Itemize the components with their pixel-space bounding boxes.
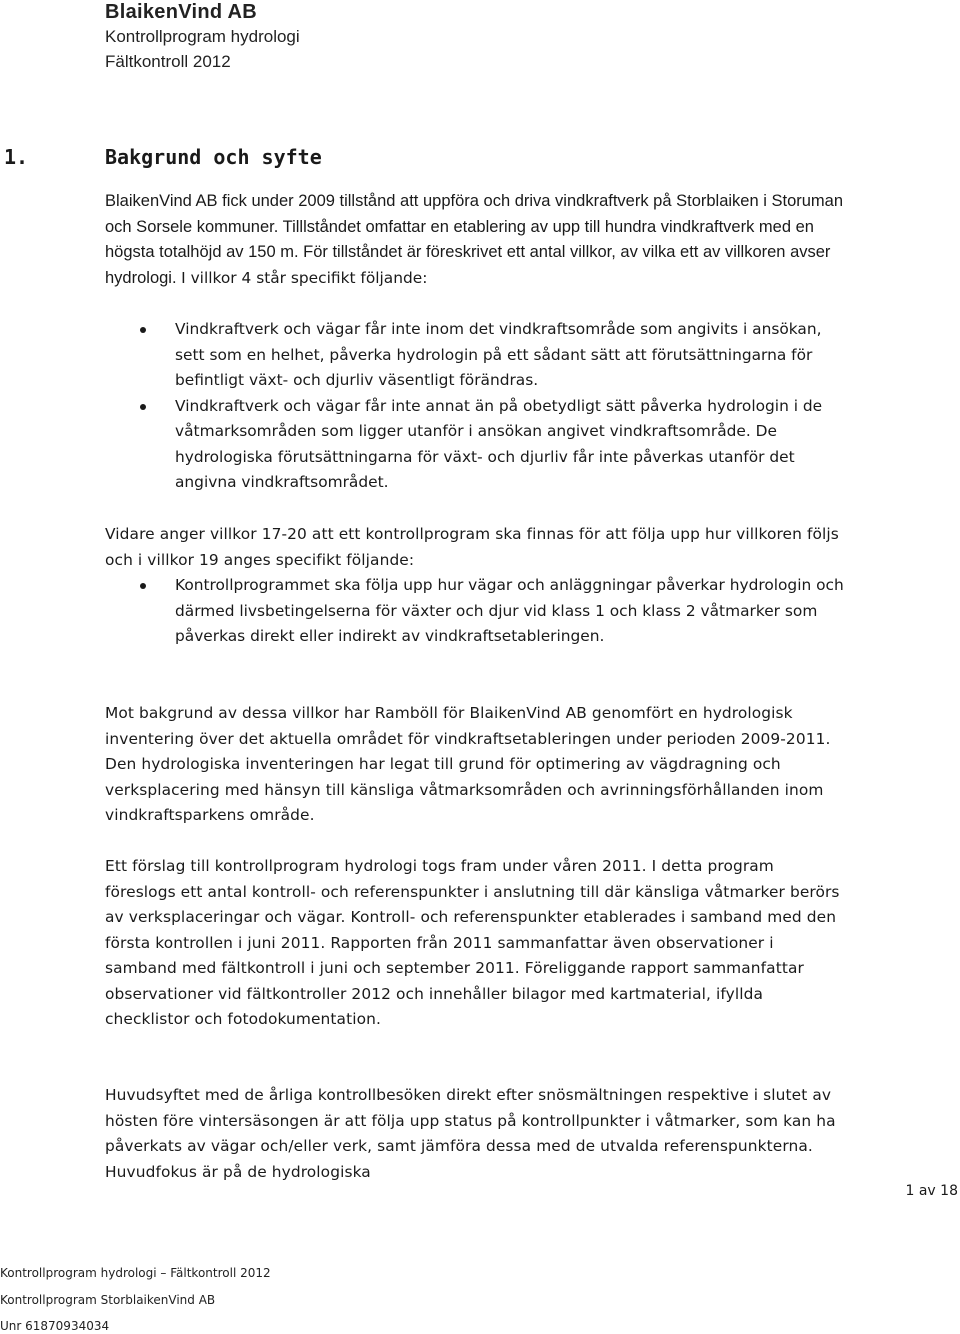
section-title: Bakgrund och syfte [105, 145, 322, 169]
intro-text: BlaikenVind AB fick under 2009 tillstånd att uppföra och driva vindkraftverk på Storblaiken i Storuman och Sorsele kommuner. Tilllståndet omfattar en etablering av upp till hundra vindkraftverk med en högsta totalhöjd av 150 m. För tillståndet är föreskrivet ett antal villkor, av vilka ett av villkoren avser hydrologi. [105, 192, 844, 287]
footer-line-2: Kontrollprogram StorblaikenVind AB [0, 1293, 216, 1307]
bullet-icon [140, 583, 146, 589]
document-header [105, 0, 300, 74]
list-item-text: Vindkraftverk och vägar får inte annat än på obetydligt sätt påverka hydrologin i de våtmarksområden som ligger utanför i ansökan angivet vindkraftsområde. De hydrologiska förutsättningarna för växt- och djurliv får inte påverkas utanför det angivna vindkraftsområdet. [175, 396, 823, 491]
section-number: 1. [4, 145, 29, 169]
condition19-list [105, 573, 845, 650]
footer-line-1: Kontrollprogram hydrologi – Fältkontroll 2012 [0, 1266, 271, 1280]
list-item [105, 394, 845, 496]
list-item [105, 573, 845, 650]
report-name: Fältkontroll 2012 [105, 52, 231, 71]
footer-line-3: Unr 61870934034 [0, 1319, 110, 1333]
condition4-list [105, 317, 845, 496]
program-name: Kontrollprogram hydrologi [105, 27, 300, 46]
company-name: BlaikenVind AB [105, 1, 258, 23]
list-item [105, 317, 845, 394]
intro-continuation: I villkor 4 står specifikt följande: [181, 268, 428, 287]
bullet-icon [140, 327, 146, 333]
intro-paragraph [105, 189, 845, 291]
bullet-icon [140, 404, 146, 410]
purpose-paragraph: Huvudsyftet med de årliga kontrollbesöken direkt efter snösmältningen respektive i slutet av hösten före vintersäsongen är att följa upp status på kontrollpunkter i våtmarker, som kan ha påverkats av vägar och/eller verk, samt jämföra dessa med de utvalda referenspunkterna. Huvudfokus är på de hydrologiska [105, 1086, 836, 1181]
ramboll-paragraph: Mot bakgrund av dessa villkor har Ramböll för BlaikenVind AB genomfört en hydrologisk inventering över det aktuella området för vindkraftsetableringen under perioden 2009-2011. Den hydrologiska inventeringen har legat till grund för optimering av vägdragning och verksplacering med hänsyn till känsliga våtmarksområden och avrinningsförhållanden inom vindkraftsparkens område. [105, 704, 831, 824]
proposal-paragraph: Ett förslag till kontrollprogram hydrologi togs fram under våren 2011. I detta program föreslogs ett antal kontroll- och referenspunkter i anslutning till där känsliga våtmarker berörs av verksplaceringar och vägar. Kontroll- och referenspunkter etablerades i samband med den första kontrollen i juni 2011. Rapporten från 2011 sammanfattar även observationer i samband med fältkontroll i juni och september 2011. Föreliggande rapport sammanfattar observationer vid fältkontroller 2012 och innehåller bilagor med kartmaterial, ifyllda checklistor och fotodokumentation. [105, 857, 840, 1028]
list-item-text: Vindkraftverk och vägar får inte inom det vindkraftsområde som angivits i ansökan, sett som en helhet, påverka hydrologin på ett sådant sätt att förutsättningarna för befintligt växt- och djurliv väsentligt förändras. [175, 320, 822, 389]
condition19-paragraph: Vidare anger villkor 17-20 att ett kontrollprogram ska finnas för att följa upp hur villkoren följs och i villkor 19 anges specifikt följande: [105, 525, 839, 569]
list-item-text: Kontrollprogrammet ska följa upp hur vägar och anläggningar påverkar hydrologin och därmed livsbetingelserna för växter och djur vid klass 1 och klass 2 våtmarker som påverkas direkt eller indirekt av vindkraftsetableringen. [175, 576, 844, 645]
page-number: 1 av 18 [905, 1183, 958, 1199]
